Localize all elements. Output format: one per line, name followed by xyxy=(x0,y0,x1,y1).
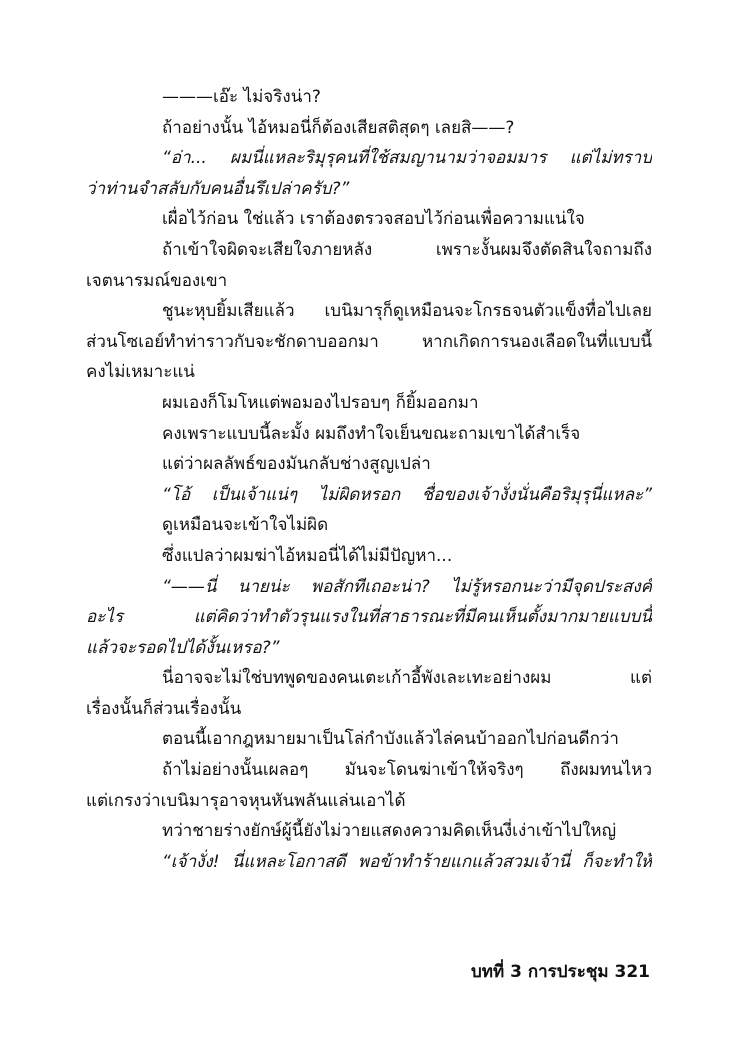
text-line: เรื่องนั้นก็ส่วนเรื่องนั้น xyxy=(86,698,242,719)
text-line: อะไร แต่คิดว่าทำตัวรุนแรงในที่สาธารณะที่มีคนเห็นตั้งมากมายแบบนี้ xyxy=(86,607,652,628)
text-line: ผมเองก็โมโหแต่พอมองไปรอบๆ ก็ยิ้มออกมา xyxy=(162,392,479,413)
text-line: “——นี่ นายน่ะ พอสักทีเถอะน่า? ไม่รู้หรอกนะว่ามีจุดประสงค์ xyxy=(162,576,652,597)
text-line: ซึ่งแปลว่าผมฆ่าไอ้หมอนี่ได้ไม่มีปัญหา... xyxy=(162,545,453,566)
text-line: ถ้าเข้าใจผิดจะเสียใจภายหลัง เพราะงั้นผมจึงตัดสินใจถามถึง xyxy=(162,239,652,260)
text-line: นี่อาจจะไม่ใช่บทพูดของคนเตะเก้าอี้พังเละเทะอย่างผม แต่ xyxy=(162,668,652,689)
text-line: แต่เกรงว่าเบนิมารุอาจหุนหันพลันแล่นเอาได้ xyxy=(86,790,406,811)
page-body xyxy=(86,82,652,877)
text-line: ถ้าอย่างนั้น ไอ้หมอนี่ก็ต้องเสียสติสุดๆ เลยสิ——? xyxy=(162,117,515,138)
text-line: ชูนะหุบยิ้มเสียแล้ว เบนิมารุก็ดูเหมือนจะโกรธจนตัวแข็งทื่อไปเลย xyxy=(162,301,652,322)
text-line: “อ่า... ผมนี่แหละริมุรุคนที่ใช้สมญานามว่าจอมมาร แต่ไม่ทราบ xyxy=(162,148,652,169)
text-line: ทว่าชายร่างยักษ์ผู้นี้ยังไม่วายแสดงความคิดเห็นงี่เง่าเข้าไปใหญ่ xyxy=(162,821,617,842)
text-line: คงเพราะแบบนี้ละมั้ง ผมถึงทำใจเย็นขณะถามเขาได้สำเร็จ xyxy=(162,423,581,444)
text-line: ———เอ๊ะ ไม่จริงน่า? xyxy=(162,87,321,107)
text-line: แต่ว่าผลลัพธ์ของมันกลับช่างสูญเปล่า xyxy=(162,454,431,475)
text-line: แล้วจะรอดไปได้งั้นเหรอ?” xyxy=(86,637,280,658)
text-line: “เจ้างั่ง! นี่แหละโอกาสดี พอข้าทำร้ายแกแล้วสวมเจ้านี่ ก็จะทำให้ xyxy=(162,851,652,872)
text-line: เจตนารมณ์ของเขา xyxy=(86,270,228,291)
page-footer: บทที่ 3 การประชุม 321 xyxy=(470,962,650,982)
text-line: “โอ้ เป็นเจ้าแน่ๆ ไม่ผิดหรอก ชื่อของเจ้างั่งนั่นคือริมุรุนี่แหละ” xyxy=(162,484,652,505)
text-line: ส่วนโซเอย์ทำท่าราวกับจะชักดาบออกมา หากเกิดการนองเลือดในที่แบบนี้ xyxy=(86,331,652,352)
text-line: คงไม่เหมาะแน่ xyxy=(86,362,195,383)
text-line: เผื่อไว้ก่อน ใช่แล้ว เราต้องตรวจสอบไว้ก่อนเพื่อความแน่ใจ xyxy=(162,209,585,230)
text-line: ถ้าไม่อย่างนั้นเผลอๆ มันจะโดนฆ่าเข้าให้จริงๆ ถึงผมทนไหว xyxy=(162,760,652,781)
text-line: ตอนนี้เอากฎหมายมาเป็นโล่กำบังแล้วไล่คนบ้าออกไปก่อนดีกว่า xyxy=(162,729,619,750)
text-line: ดูเหมือนจะเข้าใจไม่ผิด xyxy=(162,515,329,536)
text-line: ว่าท่านจำสลับกับคนอื่นรึเปล่าครับ?” xyxy=(86,178,350,199)
